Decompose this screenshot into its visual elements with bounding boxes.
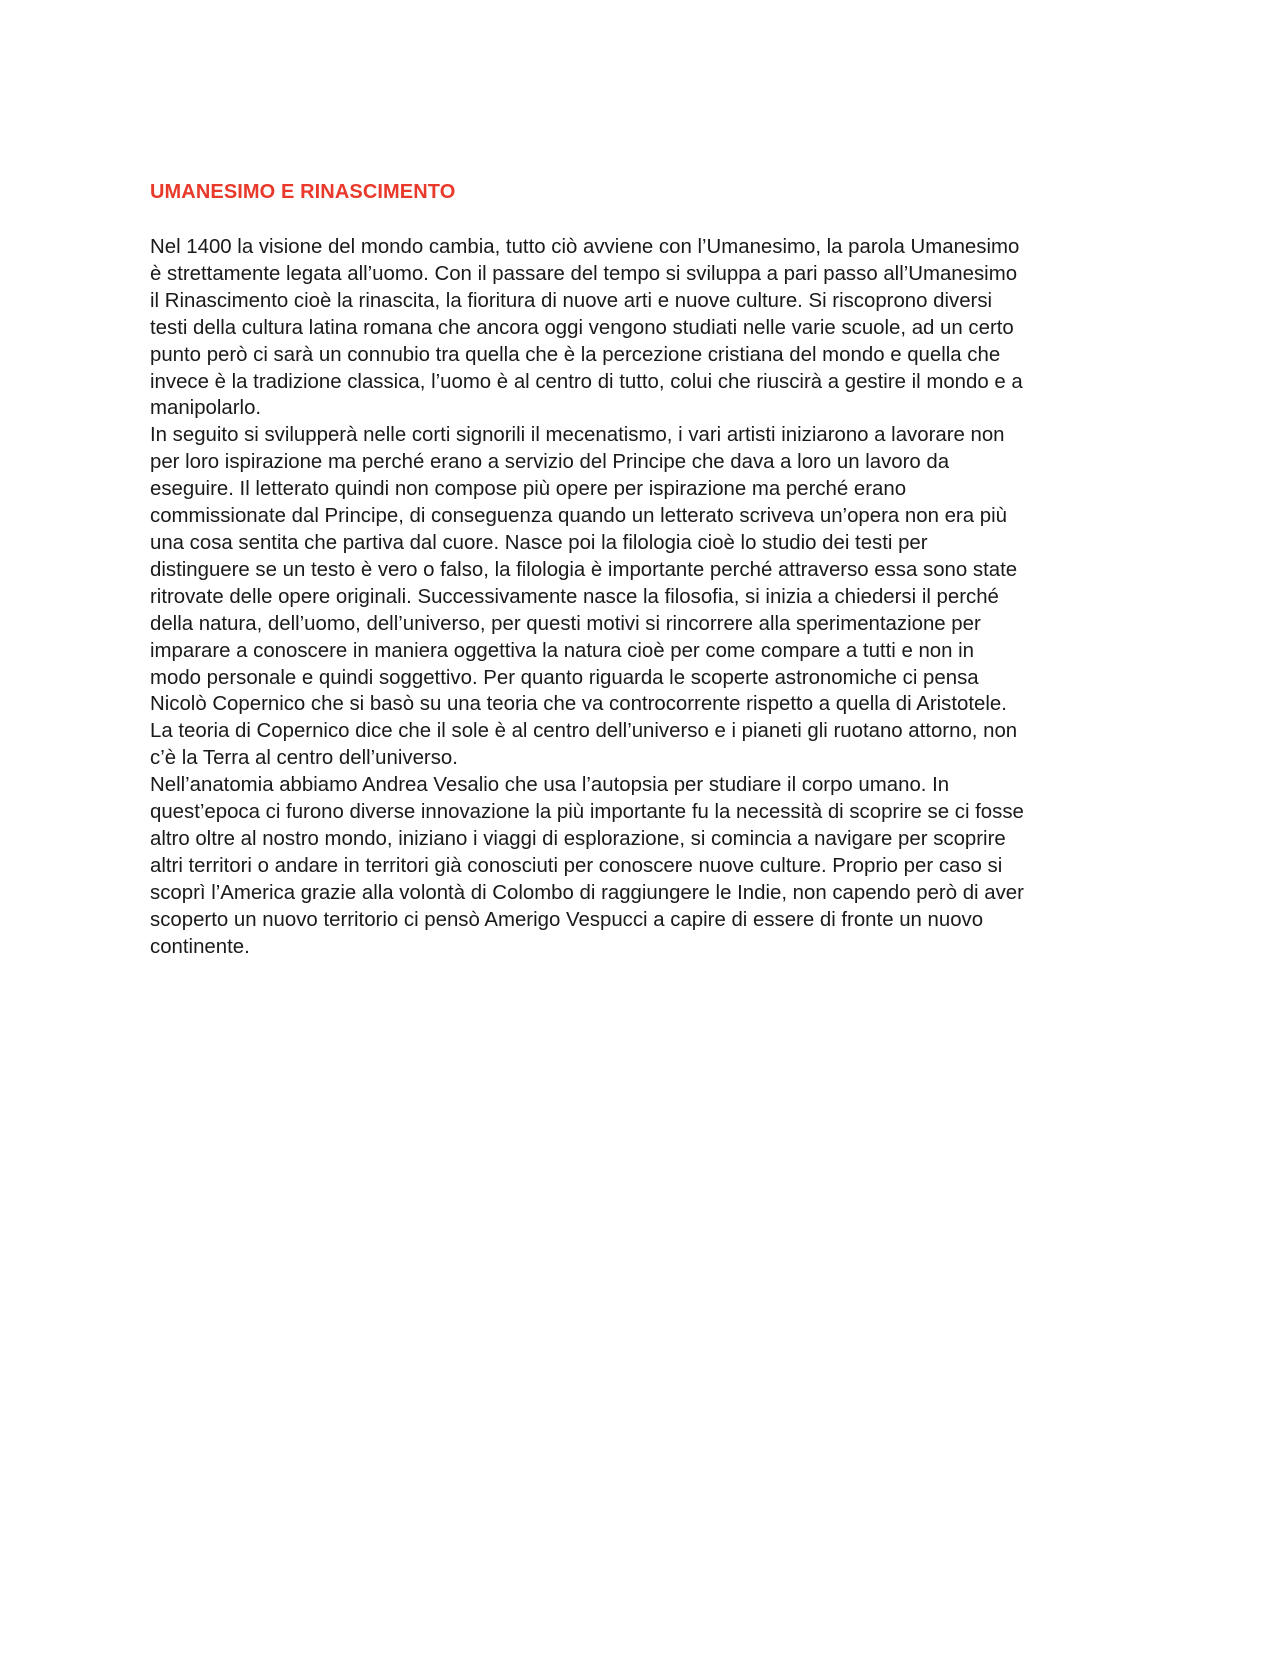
paragraph-3: Nell’anatomia abbiamo Andrea Vesalio che usa l’autopsia per studiare il corpo umano. In quest’epoca ci furono diverse innovazione la più importante fu la necessità di scoprire se ci fosse altro oltre al nostro mondo, iniziano i viaggi di esplorazione, si comincia a navigare per scoprire altri territori o andare in territori già conosciuti per conoscere nuove culture. Proprio per caso si scoprì l’America grazie alla volontà di Colombo di raggiungere le Indie, non capendo però di aver scoperto un nuovo territorio ci pensò Amerigo Vespucci a capire di essere di fronte un nuovo continente. [150, 774, 1024, 958]
paragraph-2: In seguito si svilupperà nelle corti signorili il mecenatismo, i vari artisti iniziarono a lavorare non per loro ispirazione ma perché erano a servizio del Principe che dava a loro un lavoro da eseguire. Il letterato quindi non compose più opere per ispirazione ma perché erano commissionate dal Principe, di conseguenza quando un letterato scriveva un’opera non era più una cosa sentita che partiva dal cuore. Nasce poi la filologia cioè lo studio dei testi per distinguere se un testo è vero o falso, la filologia è importante perché attraverso essa sono state ritrovate delle opere originali. Successivamente nasce la filosofia, si inizia a chiedersi il perché della natura, dell’uomo, dell’universo, per questi motivi si rincorrere alla sperimentazione per imparare a conoscere in maniera oggettiva la natura cioè per come compare a tutti e non in modo personale e quindi soggettivo. Per quanto riguarda le scoperte astronomiche ci pensa Nicolò Copernico che si basò su una teoria che va controcorrente rispetto a quella di Aristotele. La teoria di Copernico dice che il sole è al centro dell’universo e i pianeti gli ruotano attorno, non c’è la Terra al centro dell’universo. [150, 424, 1018, 770]
paragraph-1: Nel 1400 la visione del mondo cambia, tutto ciò avviene con l’Umanesimo, la parola Umanesimo è strettamente legata all’uomo. Con il passare del tempo si sviluppa a pari passo all’Umanesimo il Rinascimento cioè la rinascita, la fioritura di nuove arti e nuove culture. Si riscoprono diversi testi della cultura latina romana che ancora oggi vengono studiati nelle varie scuole, ad un certo punto però ci sarà un connubio tra quella che è la percezione cristiana del mondo e quella che invece è la tradizione classica, l’uomo è al centro di tutto, colui che riuscirà a gestire il mondo e a manipolarlo. [150, 236, 1023, 420]
document-title: UMANESIMO E RINASCIMENTO [150, 181, 456, 203]
document-content [150, 178, 1130, 960]
